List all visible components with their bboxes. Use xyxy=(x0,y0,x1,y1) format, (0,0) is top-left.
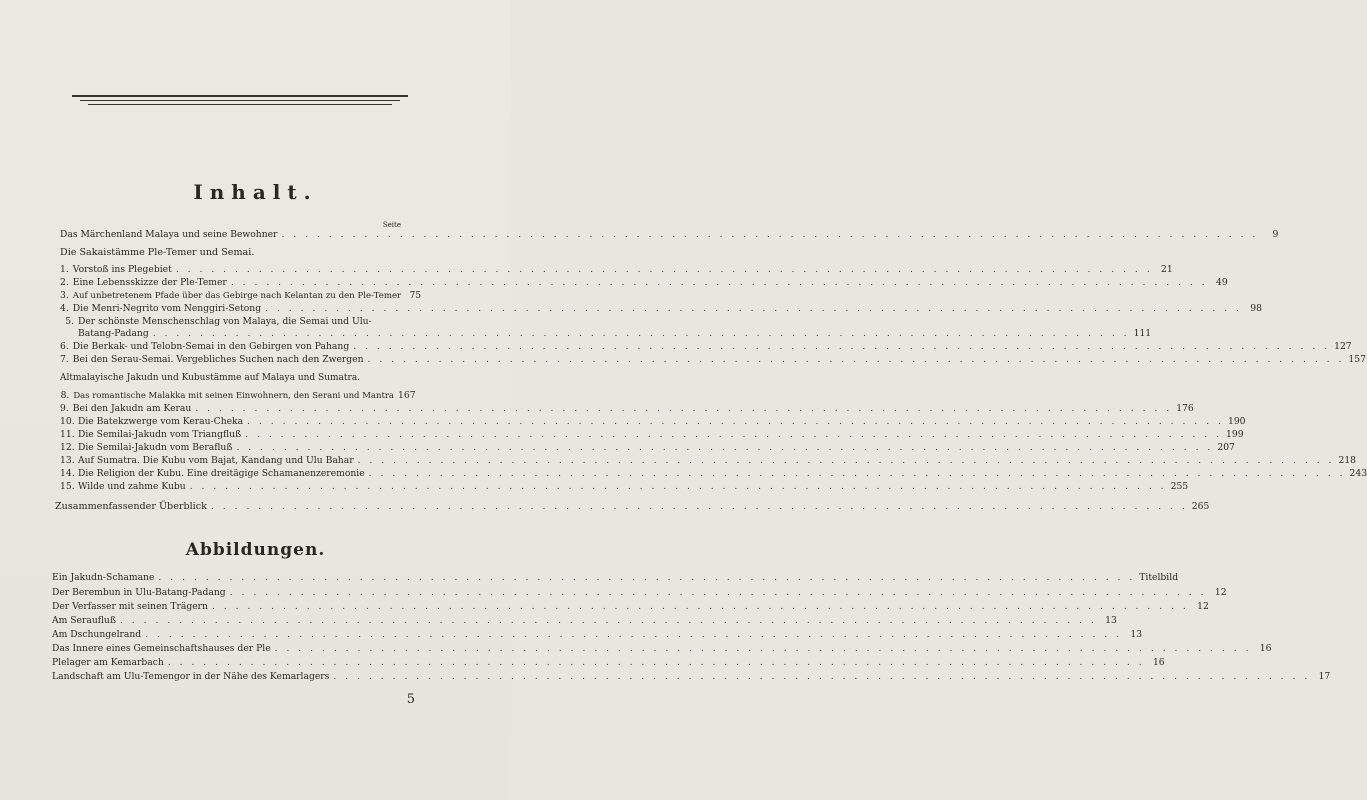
illustration-entry: Landschaft am Ulu-Temengor in der Nähe des Kemarlagers . . . 17 xyxy=(52,671,414,682)
toc-entry: 8. Das romantische Malakka mit seinen Einwohnern, den Serani und Mantra 167 xyxy=(60,390,416,401)
toc-entry: 11. Die Semilai-Jakudn vom Triangfluß . . . 199 xyxy=(60,429,414,440)
decorative-rule xyxy=(88,104,392,105)
toc-entry: 1. Vorstoß ins Plegebiet . . . 21 xyxy=(60,264,414,275)
contents-title: Inhalt. xyxy=(193,180,318,204)
toc-entry: 15. Wilde und zahme Kubu . . . 255 xyxy=(60,481,414,492)
illustration-entry: Am Seraufluß . . . 13 xyxy=(52,615,414,626)
toc-entry: 6. Die Berkak- und Telobn-Semai in den Gebirgen von Pahang . . . 127 xyxy=(60,341,414,352)
toc-entry: 3. Auf unbetretenem Pfade über das Gebirge nach Kelantan zu den Ple-Temer 75 xyxy=(60,290,422,301)
toc-entry: 5. Der schönste Menschenschlag von Malaya, die Semai und Ulu- xyxy=(65,316,372,327)
page-column-label: Seite xyxy=(382,221,401,229)
section-heading: Die Sakaistämme Ple-Temer und Semai. xyxy=(60,247,255,258)
illustration-entry: Der Verfasser mit seinen Trägern . . . 12 xyxy=(52,601,414,612)
decorative-rule xyxy=(80,100,400,101)
toc-entry: 2. Eine Lebensskizze der Ple-Temer . . . 49 xyxy=(60,277,414,288)
toc-entry: 12. Die Semilai-Jakudn vom Berafluß . . . 207 xyxy=(60,442,414,453)
toc-entry-continuation: Batang-Padang . . . 111 xyxy=(78,328,414,339)
toc-entry: 7. Bei den Serau-Semai. Vergebliches Suchen nach den Zwergen . . . 157 xyxy=(60,354,414,365)
illustration-entry: Der Berembun in Ulu-Batang-Padang . . . 12 xyxy=(52,587,414,598)
toc-entry: 10. Die Batekzwerge vom Kerau-Cheka . . . 190 xyxy=(60,416,414,427)
illustration-entry: Das Innere eines Gemeinschaftshauses der Ple . . . 16 xyxy=(52,643,414,654)
toc-entry xyxy=(60,229,1279,240)
decorative-rule xyxy=(72,95,408,97)
illustration-entry: Ein Jakudn-Schamane . . . Titelbild xyxy=(52,572,414,583)
page-number: 5 xyxy=(406,692,415,707)
toc-entry-text: Das Märchenland Malaya und seine Bewohner xyxy=(60,229,278,240)
toc-entry: Zusammenfassender Überblick . . . 265 xyxy=(55,501,414,512)
illustration-entry: Plelager am Kemarbach . . . 16 xyxy=(52,657,414,668)
illustrations-title: Abbildungen. xyxy=(185,540,326,560)
toc-entry: 9. Bei den Jakudn am Kerau . . . 176 xyxy=(60,403,414,414)
illustration-entry: Am Dschungelrand . . . 13 xyxy=(52,629,414,640)
toc-entry-page: 9 xyxy=(1272,229,1279,240)
toc-entry: 14. Die Religion der Kubu. Eine dreitägige Schamanenzeremonie . . . 243 xyxy=(60,468,414,479)
toc-entry: 4. Die Menri-Negrito vom Nenggiri-Setong . . . 98 xyxy=(60,303,414,314)
toc-entry: 13. Auf Sumatra. Die Kubu vom Bajat, Kandang und Ulu Bahar . . . 218 xyxy=(60,455,414,466)
section-heading: Altmalayische Jakudn und Kubustämme auf Malaya und Sumatra. xyxy=(60,373,361,383)
